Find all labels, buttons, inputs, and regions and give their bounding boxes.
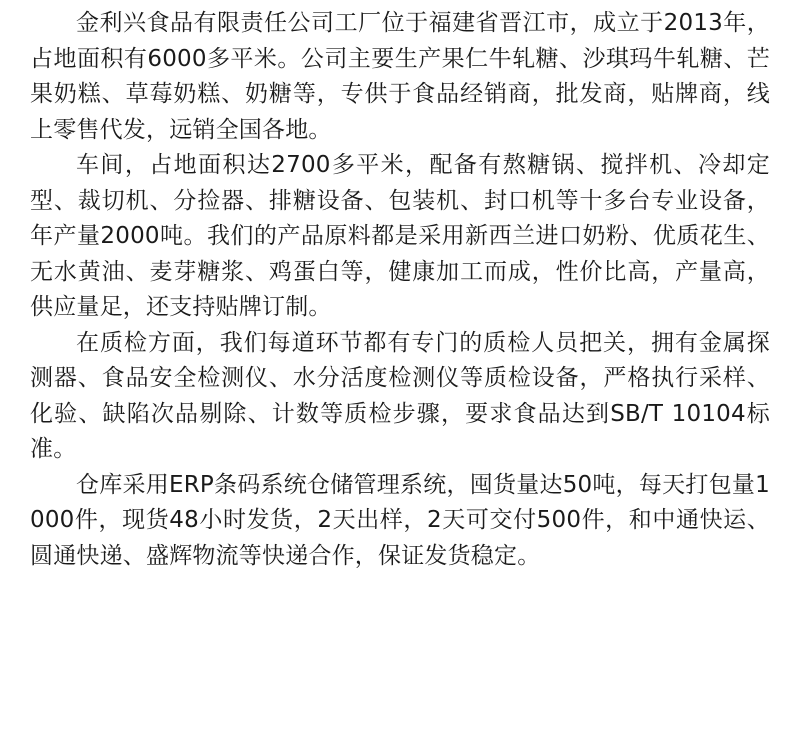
paragraph-company-intro: 金利兴食品有限责任公司工厂位于福建省晋江市，成立于2013年，占地面积有6000多平米。公司主要生产果仁牛轧糖、沙琪玛牛轧糖、芒果奶糕、草莓奶糕、奶糖等，专供于食品经销商，批发商，贴牌商，线上零售代发，远销全国各地。 <box>30 10 770 143</box>
paragraph-warehouse: 仓库采用ERP条码系统仓储管理系统，囤货量达50吨，每天打包量1000件，现货48小时发货，2天出样，2天可交付500件，和中通快运、圆通快递、盛辉物流等快递合作，保证发货稳定。 <box>30 471 770 569</box>
document-body <box>30 6 770 574</box>
paragraph-quality-inspection: 在质检方面，我们每道环节都有专门的质检人员把关，拥有金属探测器、食品安全检测仪、水分活度检测仪等质检设备，严格执行采样、化验、缺陷次品剔除、计数等质检步骤，要求食品达到SB/T 10104标准。 <box>30 329 770 462</box>
paragraph-workshop: 车间，占地面积达2700多平米，配备有熬糖锅、搅拌机、冷却定型、裁切机、分捡器、排糖设备、包装机、封口机等十多台专业设备，年产量2000吨。我们的产品原料都是采用新西兰进口奶粉、优质花生、无水黄油、麦芽糖浆、鸡蛋白等，健康加工而成，性价比高，产量高，供应量足，还支持贴牌订制。 <box>30 152 770 320</box>
